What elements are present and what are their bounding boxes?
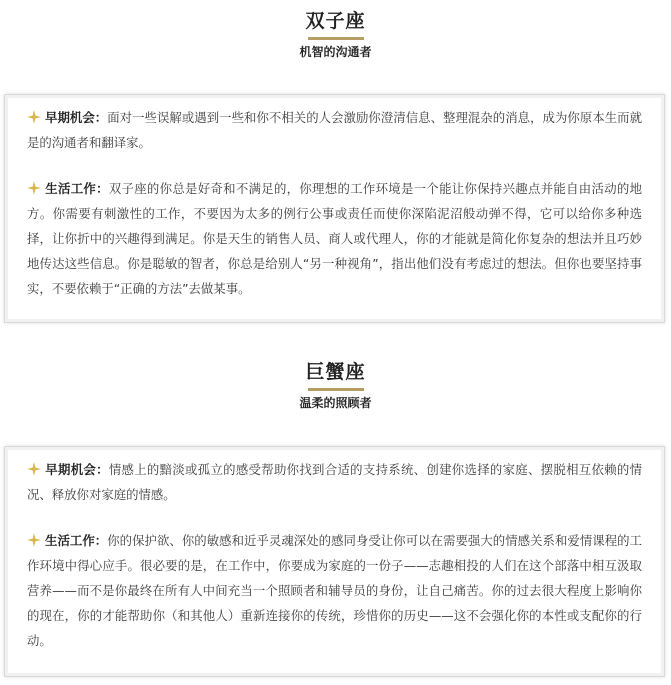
paragraph-text: 面对一些误解或遇到一些和你不相关的人会激励你澄清信息、整理混杂的消息，成为你原本生而就是的沟通者和翻译家。 (27, 110, 642, 150)
paragraph-early-opportunity (27, 457, 642, 507)
content-card-gemini (4, 94, 665, 323)
four-point-star-icon (27, 181, 41, 195)
section-title: 巨蟹座 (305, 361, 366, 383)
section-subtitle: 温柔的照顾者 (299, 396, 372, 410)
paragraph-early-opportunity (27, 105, 642, 155)
paragraph-life-work (27, 176, 642, 301)
four-point-star-icon (27, 533, 41, 547)
paragraph-life-work (27, 528, 642, 653)
paragraph-text: 双子座的你总是好奇和不满足的，你理想的工作环境是一个能让你保持兴趣点并能自由活动的地方。你需要有刺激性的工作，不要因为太多的例行公事或责任而使你深陷泥沼般动弹不得，它可以给你多种选择，让你折中的兴趣得到满足。你是天生的销售人员、商人或代理人，你的才能就是简化你复杂的想法并且巧妙地传达这些信息。你是聪敏的智者，你总是给别人“另一种视角”，指出他们没有考虑过的想法。但你也要坚持事实，不要依赖于“正确的方法”去做某事。 (27, 181, 643, 296)
paragraph-text: 情感上的黯淡或孤立的感受帮助你找到合适的支持系统、创建你选择的家庭、摆脱相互依赖的情况、释放你对家庭的情感。 (27, 462, 643, 502)
paragraph-label: 早期机会： (45, 110, 108, 125)
section-subtitle: 机智的沟通者 (299, 45, 372, 59)
title-underline (308, 388, 364, 391)
section-title: 双子座 (305, 10, 366, 32)
paragraph-text: 你的保护欲、你的敏感和近乎灵魂深处的感同身受让你可以在需要强大的情感关系和爱情课程的工作环境中得心应手。很必要的是，在工作中，你要成为家庭的一份子——志趣相投的人们在这个部落中相互汲取营养——而不是你最终在所有人中间充当一个照顾者和辅导员的身份，让自己痛苦。你的过去很大程度上影响你的现在，你的才能帮助你（和其他人）重新连接你的传统，珍惜你的历史——这不会强化你的本性或支配你的行动。 (27, 533, 642, 648)
title-underline (308, 37, 364, 40)
paragraph-label: 生活工作： (45, 181, 109, 196)
content-card-cancer (4, 446, 665, 677)
four-point-star-icon (27, 462, 41, 476)
section-cancer (0, 357, 671, 411)
four-point-star-icon (27, 110, 41, 124)
paragraph-label: 早期机会： (45, 462, 109, 477)
paragraph-label: 生活工作： (45, 533, 108, 548)
section-gemini (0, 6, 671, 60)
